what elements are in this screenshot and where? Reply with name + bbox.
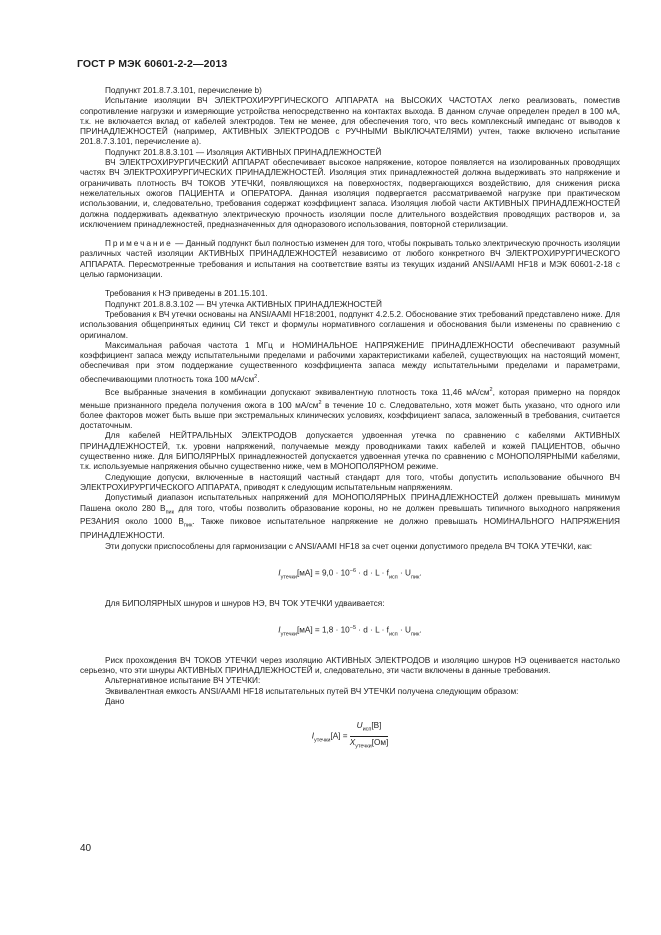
formula-end: . bbox=[419, 568, 422, 578]
paragraph: Подпункт 201.8.7.3.101, перечисление b) bbox=[105, 86, 262, 95]
formula-unit: [мА] bbox=[297, 568, 313, 578]
formula-eq: = 1,8 · 10 bbox=[312, 625, 350, 635]
text-run: Допустимый диапазон испытательных напряжений для МОНОПОЛЯРНЫХ ПРИНАДЛЕЖНОСТЕЙ должен превышать минимум Пашена около 280 В bbox=[80, 493, 620, 513]
formula-exp: −5 bbox=[349, 624, 357, 631]
page-number: 40 bbox=[80, 843, 92, 854]
paragraph: Альтернативное испытание ВЧ УТЕЧКИ: bbox=[105, 676, 261, 686]
superscript: 2 bbox=[254, 373, 258, 380]
formula-eq: = bbox=[340, 731, 350, 741]
text-run: . bbox=[257, 374, 260, 384]
formula-rest: · d · L · f bbox=[356, 625, 389, 635]
note-label: Примечание bbox=[105, 239, 173, 249]
formula-sub: исп bbox=[388, 574, 398, 581]
formula-eq: = 9,0 · 10 bbox=[312, 568, 350, 578]
formula-end: . bbox=[419, 625, 422, 635]
text-run: Все выбранные значения в комбинации допускают эквивалентную плотность тока 11,46 мА/см bbox=[105, 387, 490, 397]
text-run: Максимальная рабочая частота 1 МГц и НОМИНАЛЬНОЕ НАПРЯЖЕНИЕ ПРИНАДЛЕЖНОСТИ обеспечивают разумный коэффициент запаса между испытательными пределами и рабочими характеристиками кабелей, существующих на настоящий момент, обеспечивая при этом поддержание существенного коэффициента запаса между испытательными пределами и параметрами, обеспечивающими плотность тока 100 мА/см bbox=[80, 340, 620, 384]
paragraph: Требования к НЭ приведены в 201.15.101. bbox=[105, 289, 268, 299]
fraction-denominator bbox=[350, 737, 388, 752]
text-run: для того, чтобы позволить образование короны, но не должен превышать типичного выходного напряжения РЕЗАНИЯ около 1000 В bbox=[80, 503, 620, 527]
formula-fraction bbox=[350, 721, 388, 752]
paragraph bbox=[80, 493, 620, 541]
document-header: ГОСТ Р МЭК 60601-2-2—2013 bbox=[77, 58, 228, 70]
formula-sub: утечки bbox=[280, 574, 297, 581]
formula-sub: исп bbox=[388, 631, 398, 638]
paragraph: Подпункт 201.8.8.3.101 — Изоляция АКТИВНЫХ ПРИНАДЛЕЖНОСТЕЙ bbox=[105, 147, 382, 157]
superscript: 2 bbox=[489, 386, 493, 393]
paragraph: Дано bbox=[105, 696, 125, 706]
formula-leakage-bipolar bbox=[80, 623, 620, 640]
formula-var: I bbox=[278, 568, 281, 578]
note-text: — Данный подпункт был полностью изменен для того, чтобы покрывать только электрическую прочность изоляции различных частей изоляции АКТИВНЫХ ПРИНАДЛЕЖНОСТЕЙ независимо от любого конкретного ВЧ ЭЛЕКТРОХИРУРГИЧЕСКОГО АППАРАТА. Пересмотренные требования и испытания на соответствие взяты из текущих изданий ANSI/AAMI HF18 и МЭК 60601-2-18 с целью гармонизации. bbox=[80, 239, 620, 280]
paragraph: Для БИПОЛЯРНЫХ шнуров и шнуров НЭ, ВЧ ТОК УТЕЧКИ удваивается: bbox=[105, 598, 385, 608]
formula-exp: −6 bbox=[349, 568, 357, 574]
paragraph: Требования к ВЧ утечки основаны на ANSI/AAMI HF18:2001, подпункт 4.2.5.2. Обоснование этих требований представлено ниже. Для использования общепринятых единиц СИ текст и формулы нормативного соглашения и обоснования были изменены по сравнению с оригиналом. bbox=[80, 309, 620, 340]
formula-leakage-alt bbox=[80, 721, 620, 752]
formula-rest: · U bbox=[397, 568, 411, 578]
formula-var: X bbox=[349, 738, 356, 748]
formula-rest: · d · L · f bbox=[356, 568, 389, 578]
paragraph bbox=[80, 385, 620, 432]
formula-unit: [Ом] bbox=[371, 738, 389, 748]
fraction-numerator bbox=[350, 721, 388, 737]
formula-sub: пик bbox=[410, 574, 420, 581]
paragraph: Эквивалентная емкость ANSI/AAMI HF18 испытательных путей ВЧ УТЕЧКИ получена следующим образом: bbox=[105, 686, 519, 696]
text-run: , которая примерно на порядок меньше признанного предела получения ожога в 100 мА/см bbox=[80, 387, 620, 410]
subscript: пик bbox=[165, 509, 175, 516]
subscript: пик bbox=[183, 523, 193, 530]
paragraph: Следующие допуски, включенные в настоящий частный стандарт для того, чтобы допустить использование обычного ВЧ ЭЛЕКТРОХИРУРГИЧЕСКОГО АППАРАТА, приводят к следующим испытательным напряжениям. bbox=[80, 472, 620, 492]
document-body bbox=[80, 86, 620, 768]
note bbox=[80, 239, 620, 280]
paragraph: Эти допуски приспособлены для гармонизации с ANSI/AAMI HF18 за счет оценки допустимого предела ВЧ ТОКА УТЕЧКИ, как: bbox=[105, 541, 593, 551]
formula-unit: [A] bbox=[330, 731, 341, 741]
paragraph: Для кабелей НЕЙТРАЛЬНЫХ ЭЛЕКТРОДОВ допускается удвоенная утечка по сравнению с кабелями АКТИВНЫХ ПРИНАДЛЕЖНОСТЕЙ, т.к. уровни напряжений, получаемые между проводниками таких кабелей и кожей ПАЦИЕНТОВ, обычно существенно ниже. Для БИПОЛЯРНЫХ принадлежностей допускается удвоенная утечка по сравнению с МОНОПОЛЯРНЫМИ кабелями, т.к. используемые напряжения обычно существенно ниже, чем в МОНОПОЛЯРНОМ режиме. bbox=[80, 431, 620, 472]
formula-unit: [мА] bbox=[297, 625, 313, 635]
formula-var: U bbox=[356, 721, 363, 731]
formula-var: I bbox=[278, 625, 281, 635]
text-run: . Также пиковое испытательное напряжение не должно превышать НОМИНАЛЬНОГО НАПРЯЖЕНИЯ ПРИНАДЛЕЖНОСТИ. bbox=[80, 517, 620, 541]
formula-unit: [В] bbox=[371, 721, 382, 731]
text-run: в течение 10 с. Следовательно, хотя может быть указано, что одного или более факторов может быть выше при экстремальных клинических условиях, коэффициент запаса, заложенный в требования, считается достаточным. bbox=[80, 400, 621, 431]
paragraph: Испытание изоляции ВЧ ЭЛЕКТРОХИРУРГИЧЕСКОГО АППАРАТА на ВЫСОКИХ ЧАСТОТАХ легко реализовать, поместив сопротивление нагрузки и измеряющие устройства непосредственно на контактах выхода. В данном случае определен предел в 100 мА, т.к. не включается вклад от кабелей электродов. Тем не менее, для обеспечения того, что весь комплексный импеданс от выводов к ПРИНАДЛЕЖНОСТЕЙ (например, АКТИВНЫХ ЭЛЕКТРОДОВ с РУЧНЫМИ ВЫКЛЮЧАТЕЛЯМИ) учтен, также включено испытание 201.8.7.3.101, перечисление a). bbox=[80, 96, 620, 147]
superscript: 2 bbox=[318, 399, 322, 406]
paragraph bbox=[80, 341, 620, 385]
formula-rest: · U bbox=[397, 625, 411, 635]
formula-sub: утечки bbox=[355, 743, 372, 750]
formula-sub: утечки bbox=[314, 737, 331, 744]
formula-leakage-monopolar bbox=[80, 566, 620, 583]
paragraph: Подпункт 201.8.8.3.102 — ВЧ утечка АКТИВНЫХ ПРИНАДЛЕЖНОСТЕЙ bbox=[105, 299, 382, 309]
paragraph: ВЧ ЭЛЕКТРОХИРУРГИЧЕСКИЙ АППАРАТ обеспечивает высокое напряжение, которое появляется на изолированных проводящих частях ВЧ ЭЛЕКТРОХИРУРГИЧЕСКИХ ПРИНАДЛЕЖНОСТЕЙ. Изоляция этих принадлежностей должна выдерживать это напряжение и ограничивать плотность ВЧ ТОКОВ УТЕЧКИ, появляющихся на поверхностях, подвергающихся воздействию, для снижения риска нежелательных ожогов ПАЦИЕНТА и ОПЕРАТОРА. Данная изоляция подвергается рассматриваемой нагрузке при практическом использовании, и, следовательно, требования содержат коэффициент запаса. Изоляция любой части АКТИВНЫХ ПРИНАДЛЕЖНОСТЕЙ должна поддерживать адекватную электрическую прочность изоляции после длительного воздействия проводящих растворов и, за исключением принадлежностей, предназначенных для одноразового использования, повторной стерилизации. bbox=[80, 158, 620, 229]
formula-sub: утечки bbox=[280, 631, 297, 638]
paragraph: Риск прохождения ВЧ ТОКОВ УТЕЧКИ через изоляцию АКТИВНЫХ ЭЛЕКТРОДОВ и изоляцию шнуров НЭ оценивается настолько серьезно, что эти шнуры АКТИВНЫХ ПРИНАДЛЕЖНОСТЕЙ и, следовательно, эти части включены в данные требования. bbox=[80, 655, 620, 675]
formula-sub: пик bbox=[410, 631, 420, 638]
formula-sub: исп bbox=[362, 726, 372, 733]
formula-var: I bbox=[311, 731, 314, 741]
